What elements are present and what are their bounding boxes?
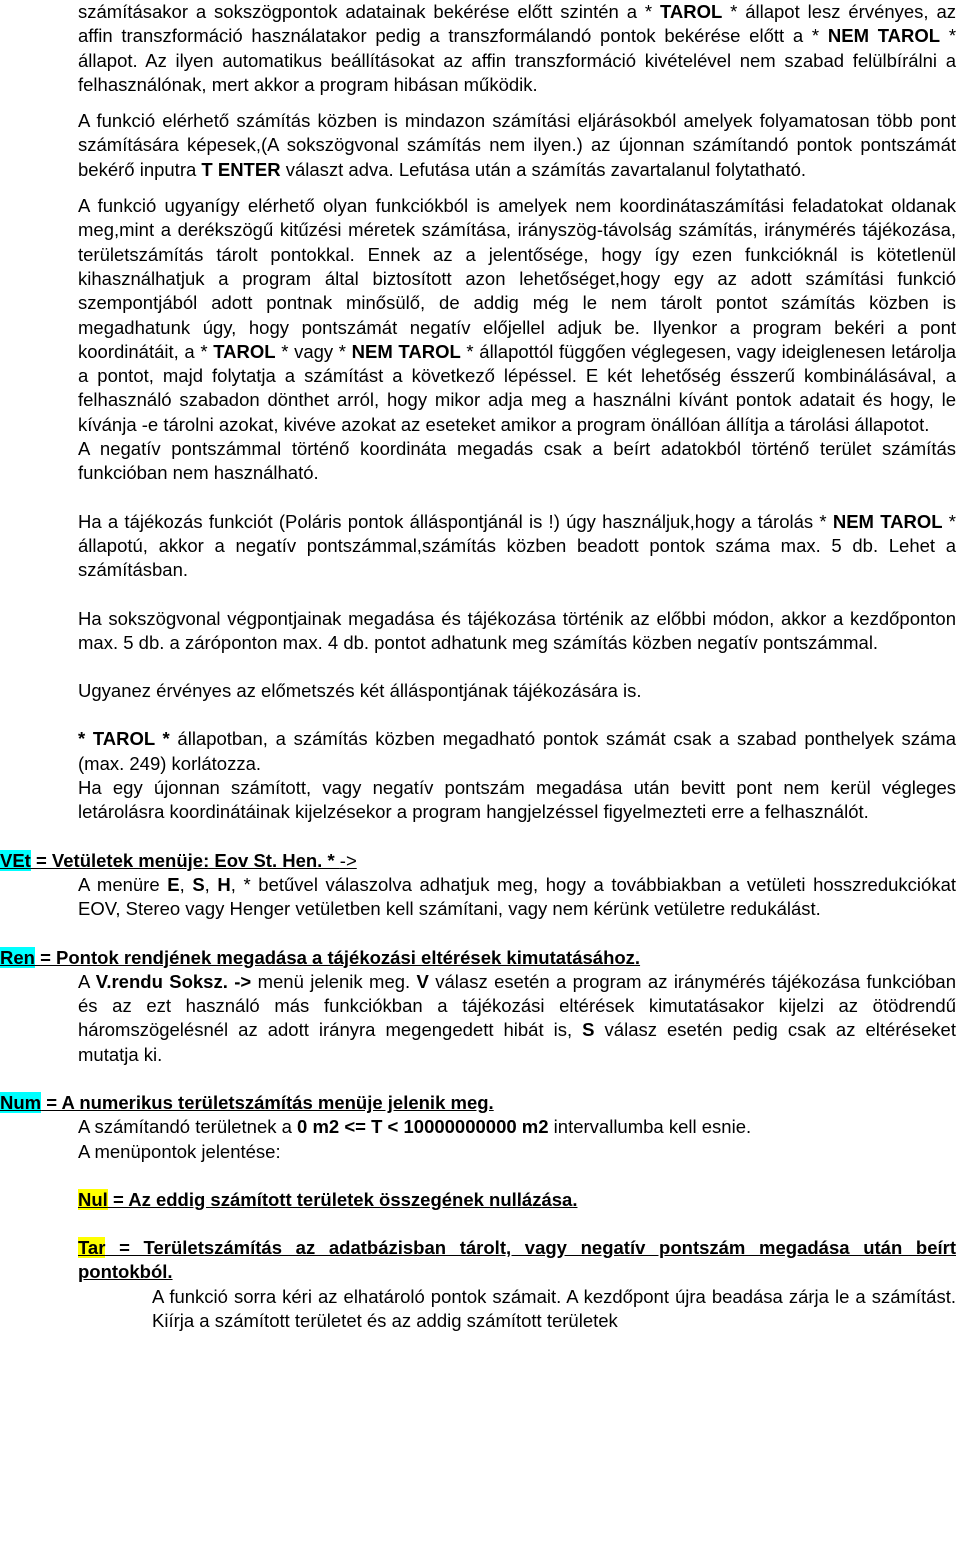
text: A funkció ugyanígy elérhető olyan funkciókból is amelyek nem koordinátaszámítási feladatokat oldanak meg,mint a derékszögű kitűzési méretek számítása, irányszög-távolság számítás, iránymérés tájékozása, területszámítás tárolt pontokkal. Ennek az a jelentősége, hogy így ezen funkcióknál is kötetlenül kihasználhatjuk a program által biztosított azon lehetőséget,hogy egy az adott számítási funkció szempontjából adott pontnak minősülő, de addig még le nem tárolt pontot számítás közben is megadhatunk úgy, hogy pontszámát negatív előjellel adjuk be. Ilyenkor a program bekéri a pont koordinátáit, a * [78,195,956,362]
text: menü jelenik meg. [251,970,417,992]
section-heading-ren [0,946,960,970]
text: intervallumba kell esnie. [548,1116,752,1138]
text: * állapottól függően véglegesen, vagy ideiglenesen letárolja a pontot, majd folytatja a számítást a következő lépéssel. E két lehetőség ésszerű kombinálásával, a felhasználó szabadon dönthet arról, hogy mikor adja meg a használni kívánt pontok adatait és hogy, le kívánja -e tárolni azokat, kivéve azokat az eseteket amikor a program önállóan állítja a tárolási állapotot. [78,340,956,435]
section-body-num [0,1115,960,1139]
bold-text: 0 m2 <= T < 10000000000 m2 [297,1116,549,1138]
section-body-vet [0,873,960,922]
paragraph-intersection: Ugyanez érvényes az előmetszés két álláspontjának tájékozására is. [78,680,642,702]
heading-title: = Területszámítás az adatbázisban tárolt, vagy negatív pontszám megadása után beírt pontokból. [78,1237,956,1283]
text: A [78,970,96,992]
subsection-heading-tar [0,1236,960,1285]
text: , * betűvel válaszolva adhatjuk meg, hogy a továbbiakban a vetületi hosszredukciókat EOV, Stereo vagy Henger vetületben kell számítani, vagy nem kérünk vetületre redukálást. [78,873,957,920]
paragraph-free-slots [0,727,960,776]
heading-title: = Pontok rendjének megadása a tájékozási eltérések kimutatásához. [34,946,641,968]
text: állapotban, a számítás közben megadható pontok számát csak a szabad ponthelyek száma (max. 249) korlátozza. [78,728,956,774]
text: választ adva. Lefutása után a számítás zavartalanul folytatható. [280,158,807,180]
text: A menüre [78,873,168,895]
section-heading-vet [0,849,960,873]
menu-key-ren: Ren [0,946,35,968]
subsection-heading-nul [0,1188,960,1212]
bold-text: V.rendu Soksz. -> [95,970,252,992]
paragraph-negative-point-number [0,194,960,437]
bold-text: NEM TAROL [832,510,943,532]
menu-key-num: Num [0,1091,42,1113]
text: válasz esetén a program az iránymérés tájékozása funkcióban és az ezt használó más funkciókban a tájékozási eltérések kimutatásakor kijelzi az ötödrendű háromszögelésnél az adott irányra megengedett hibát is, [78,970,956,1041]
text: számításakor a sokszögpontok adatainak bekérése előtt szintén a * [78,1,660,22]
bold-text: S [582,1019,595,1041]
bold-text: * TAROL * [78,728,170,750]
paragraph-area-restriction: A negatív pontszámmal történő koordináta megadás csak a beírt adatokból történő terület számítás funkcióban nem használható. [78,438,956,484]
menu-items-intro: A menüpontok jelentése: [78,1140,281,1162]
bold-text: TAROL [213,340,276,362]
text: * állapotú, akkor a negatív pontszámmal,számítás közben beadott pontok száma max. 5 db. Lehet a számításban. [78,510,956,581]
paragraph-orientation-limit [0,510,960,583]
bold-text: V [416,970,429,992]
bold-text: NEM TAROL [351,340,461,362]
text: , [204,873,218,895]
bold-text: S [192,873,205,895]
text: A számítandó területnek a [78,1116,298,1138]
arrow-glyph: -> [339,849,357,871]
heading-title: = Az eddig számított területek összegének nullázása. [107,1188,578,1210]
paragraph-function-availability [0,109,960,182]
heading-title: = A numerikus területszámítás menüje jelenik meg. [41,1091,494,1113]
text: Ha a tájékozás funkciót (Poláris pontok álláspontjánál is !) úgy használjuk,hogy a tárolás * [78,510,833,532]
text: A funkció elérhető számítás közben is mindazon számítási eljárásokból amelyek folyamatosan több pont számítására képesek,(A sokszögvonal számítás nem ilyen.) az újonnan számítandó pontok pontszámát bekérő inputra [78,110,956,180]
menu-key-vet: VEt [0,849,31,871]
bold-text: H [217,873,231,895]
bold-text: TAROL [659,1,723,22]
menu-key-nul: Nul [78,1188,108,1210]
paragraph-tarol-state [0,0,960,97]
heading-title: = Vetületek menüje: Eov St. Hen. * [30,849,340,871]
bold-text: E [167,873,180,895]
text: * vagy * [275,340,352,362]
bold-text: T ENTER [201,158,281,180]
paragraph-beep-warning: Ha egy újonnan számított, vagy negatív pontszám megadása után bevitt pont nem kerül végleges letárolásra koordinátáinak kijelzésekor a program hangjelzéssel figyelmezteti erre a felhasználót. [78,777,956,823]
bold-text: NEM TAROL [827,25,941,47]
text: válasz esetén pedig csak az eltéréseket mutatja ki. [78,1019,956,1065]
text: , [179,873,193,895]
section-body-ren [0,970,960,1067]
subsection-body-tar: A funkció sorra kéri az elhatároló pontok számait. A kezdőpont újra beadása zárja le a számítást. Kiírja a számított területet és az addig számított területek [152,1285,956,1332]
section-heading-num [0,1091,960,1115]
text: * állapot. Az ilyen automatikus beállításokat az affin transzformáció kivételével nem szabad felülbírálni a felhasználónak, mert akkor a program hibásan működik. [78,25,957,95]
paragraph-polygon-limit: Ha sokszögvonal végpontjainak megadása és tájékozása történik az előbbi módon, akkor a kezdőponton max. 5 db. a záróponton max. 4 db. pontot adhatunk meg számítás közben negatív pontszámmal. [78,607,956,653]
menu-key-tar: Tar [78,1237,106,1259]
text: * állapot lesz érvényes, az affin transzformáció használatakor pedig a transzformálandó pontok bekérése előtt a * [78,1,956,47]
